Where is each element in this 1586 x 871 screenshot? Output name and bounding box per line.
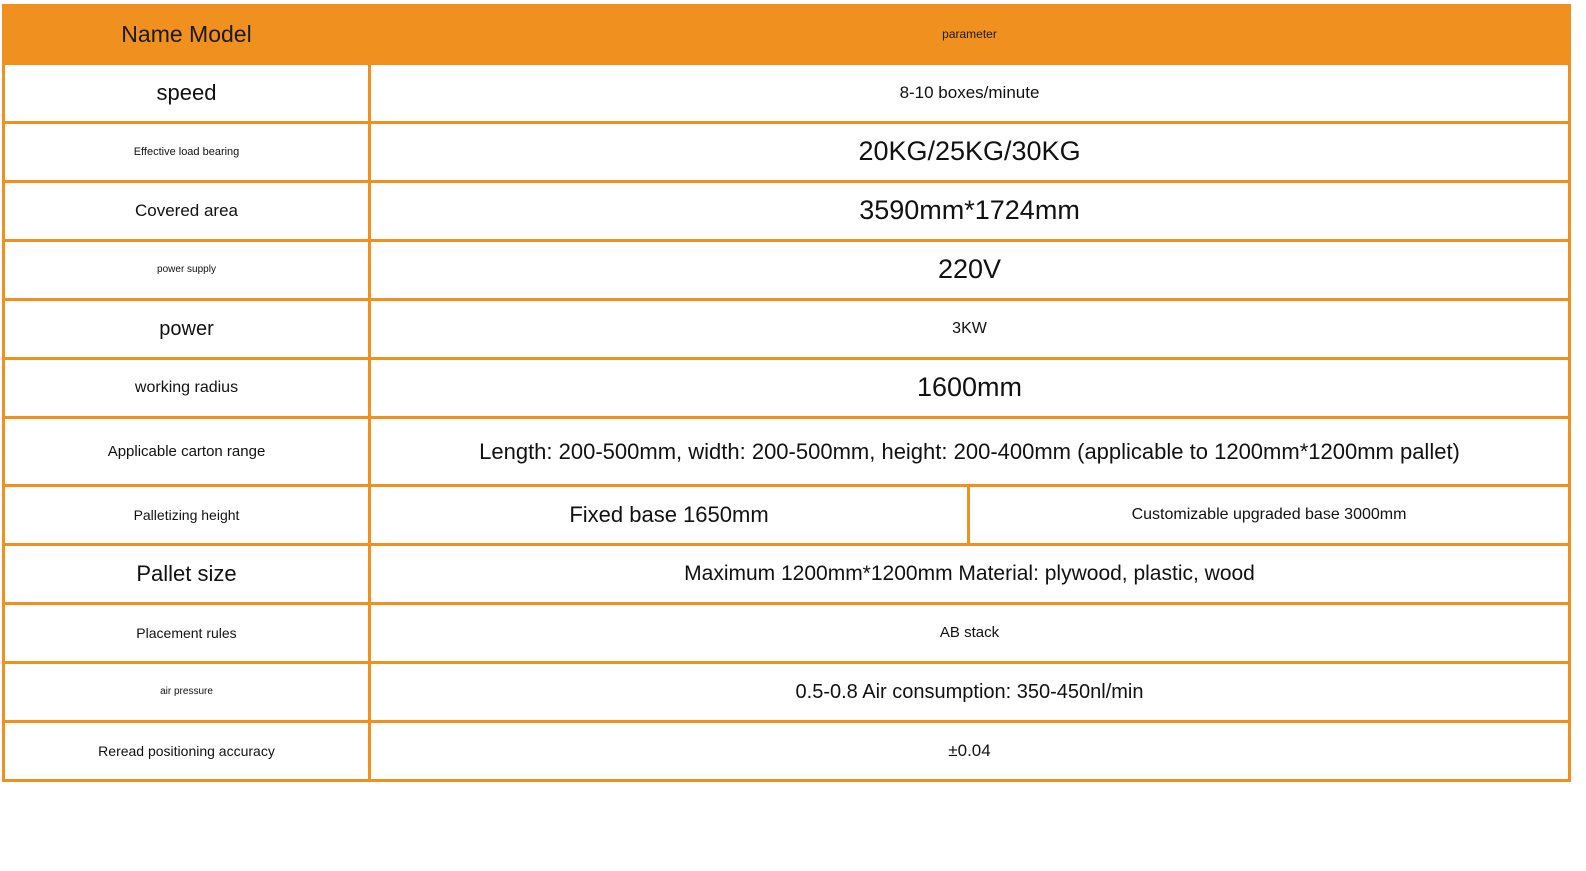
row-value-power: 3KW: [370, 300, 1570, 359]
table-row: [4, 722, 1570, 781]
header-parameter: parameter: [370, 6, 1570, 64]
table-row: [4, 663, 1570, 722]
row-value-carton-range: Length: 200-500mm, width: 200-500mm, height: 200-400mm (applicable to 1200mm*1200mm pallet): [370, 418, 1570, 486]
row-label-load-bearing: Effective load bearing: [4, 123, 370, 182]
row-label-air-pressure: air pressure: [4, 663, 370, 722]
row-value-speed: 8-10 boxes/minute: [370, 64, 1570, 123]
table-row: [4, 486, 1570, 545]
row-label-working-radius: working radius: [4, 359, 370, 418]
table-row: [4, 300, 1570, 359]
row-value-air-pressure: 0.5-0.8 Air consumption: 350-450nl/min: [370, 663, 1570, 722]
row-value-positioning-accuracy: ±0.04: [370, 722, 1570, 781]
table-row: [4, 604, 1570, 663]
row-label-power: power: [4, 300, 370, 359]
row-value-pallet-size: Maximum 1200mm*1200mm Material: plywood, plastic, wood: [370, 545, 1570, 604]
table-row: [4, 182, 1570, 241]
row-label-covered-area: Covered area: [4, 182, 370, 241]
table-row: [4, 545, 1570, 604]
row-label-placement-rules: Placement rules: [4, 604, 370, 663]
row-label-power-supply: power supply: [4, 241, 370, 300]
row-value-covered-area: 3590mm*1724mm: [370, 182, 1570, 241]
row-value-fixed-base: Fixed base 1650mm: [370, 486, 969, 545]
spec-table: [2, 4, 1571, 782]
table-row: [4, 64, 1570, 123]
row-value-load-bearing: 20KG/25KG/30KG: [370, 123, 1570, 182]
table-row: [4, 418, 1570, 486]
header-row: [4, 6, 1570, 64]
row-value-upgraded-base: Customizable upgraded base 3000mm: [969, 486, 1570, 545]
table-row: [4, 123, 1570, 182]
header-name-model: Name Model: [4, 6, 370, 64]
row-label-pallet-size: Pallet size: [4, 545, 370, 604]
row-value-working-radius: 1600mm: [370, 359, 1570, 418]
table-row: [4, 241, 1570, 300]
row-label-carton-range: Applicable carton range: [4, 418, 370, 486]
row-label-palletizing-height: Palletizing height: [4, 486, 370, 545]
table-row: [4, 359, 1570, 418]
row-label-speed: speed: [4, 64, 370, 123]
row-value-power-supply: 220V: [370, 241, 1570, 300]
row-value-placement-rules: AB stack: [370, 604, 1570, 663]
row-label-positioning-accuracy: Reread positioning accuracy: [4, 722, 370, 781]
